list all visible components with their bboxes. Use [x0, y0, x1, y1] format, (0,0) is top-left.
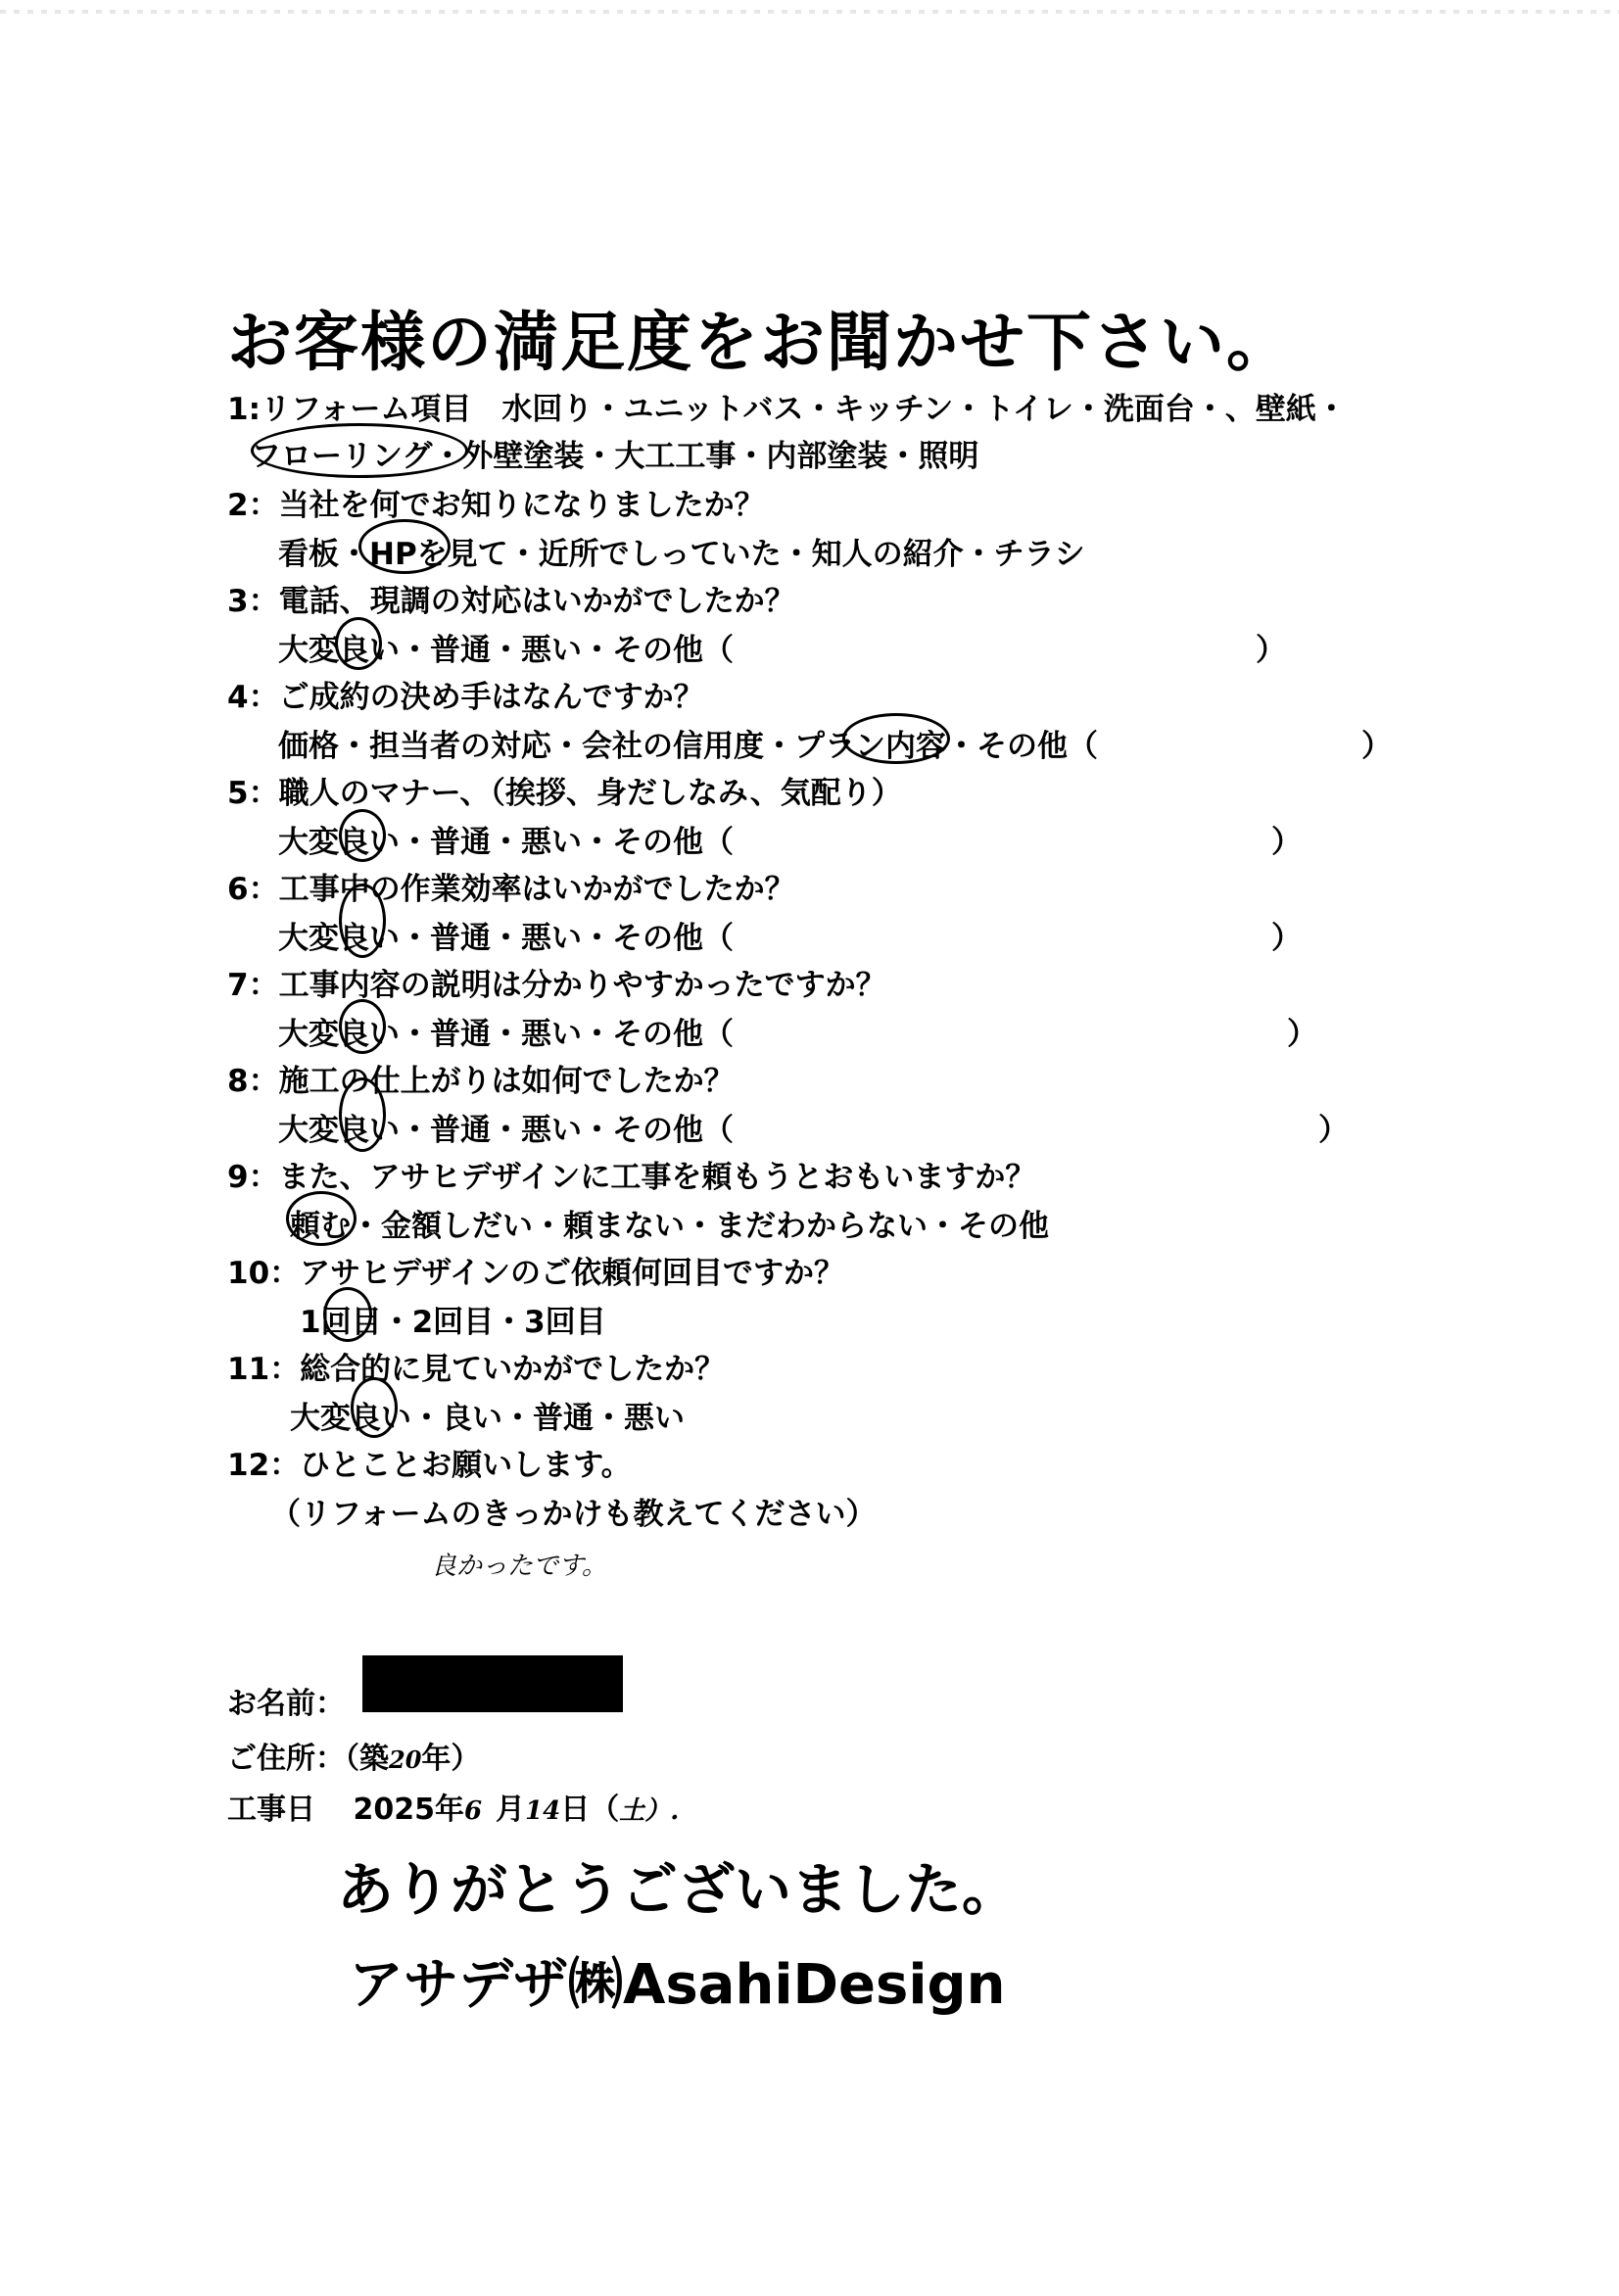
question-4: 4：ご成約の決め手はなんですか？ [227, 680, 704, 715]
answer-6: 大変良い・普通・悪い・その他（ [278, 921, 734, 956]
question-11: 11：総合的に見ていかがでしたか？ [227, 1352, 726, 1387]
question-9: 9：また、アサヒデザインに工事を頼もうとおもいますか？ [227, 1160, 1036, 1195]
question-10: 10：アサヒデザインのご依頼何回目ですか？ [227, 1256, 844, 1291]
question-12: 12：ひとことお願いします。 [227, 1448, 632, 1483]
answer-10: 1回目・2回目・3回目 [300, 1305, 606, 1340]
handwritten-comment: 良かったです。 [431, 1552, 607, 1581]
question-5: 5：職人のマナー、（挨拶、身だしなみ、気配り） [227, 776, 902, 811]
answer-4: 価格・担当者の対応・会社の信用度・プラン内容・その他（ [278, 729, 1098, 764]
question-3: 3：電話、現調の対応はいかがでしたか？ [227, 584, 795, 619]
name-label: お名前： [227, 1687, 345, 1721]
thank-you-message: ありがとうございました。 [337, 1856, 1020, 1923]
answer-1: フローリング・外壁塗装・大工工事・内部塗装・照明 [251, 439, 979, 474]
work-date-weekday-handwritten: 土 [619, 1796, 645, 1826]
scan-artifact-strip [0, 10, 1619, 14]
question-8: 8：施工の仕上がりは如何でしたか？ [227, 1064, 735, 1099]
answer-6-close-paren: ） [1271, 921, 1302, 956]
work-date-day-handwritten: 14 [525, 1796, 561, 1826]
answer-9: 頼む・金額しだい・頼まない・まだわからない・その他 [290, 1209, 1049, 1244]
answer-5: 大変良い・普通・悪い・その他（ [278, 825, 734, 860]
answer-5-close-paren: ） [1271, 825, 1302, 860]
answer-7-close-paren: ） [1287, 1017, 1317, 1052]
work-date-month-handwritten: 6 [463, 1796, 483, 1826]
answer-3-close-paren: ） [1256, 633, 1286, 668]
answer-2: 看板・HPを見て・近所でしっていた・知人の紹介・チラシ [278, 537, 1085, 572]
answer-12-instruction: （リフォームのきっかけも教えてください） [270, 1497, 877, 1532]
answer-7: 大変良い・普通・悪い・その他（ [278, 1017, 734, 1052]
work-date-close: ）. [644, 1796, 680, 1826]
address-label [227, 1734, 480, 1777]
answer-8-close-paren: ） [1318, 1113, 1349, 1148]
answer-11: 大変良い・良い・普通・悪い [290, 1401, 685, 1436]
answer-3: 大変良い・普通・悪い・その他（ [278, 633, 734, 668]
answer-8: 大変良い・普通・悪い・その他（ [278, 1113, 734, 1148]
work-date-label: 工事日 [227, 1793, 315, 1827]
answer-4-close-paren: ） [1361, 729, 1392, 764]
work-date-row [227, 1785, 679, 1828]
survey-title: お客様の満足度をお聞かせ下さい。 [227, 305, 1293, 380]
work-date-day-unit: 日（ [560, 1793, 620, 1827]
work-date-month-unit: 月 [496, 1793, 526, 1827]
question-2: 2：当社を何でお知りになりましたか？ [227, 488, 765, 523]
question-1: 1:リフォーム項目 水回り・ユニットバス・キッチン・トイレ・洗面台・、壁紙・ [227, 392, 1347, 427]
work-date-year: 2025年 [353, 1793, 464, 1827]
question-7: 7：工事内容の説明は分かりやすかったですか？ [227, 968, 886, 1003]
company-name: アサデザ㈱AsahiDesign [349, 1953, 1006, 2017]
question-6: 6：工事中の作業効率はいかがでしたか？ [227, 872, 795, 907]
address-prefix: ご住所：（築 [227, 1742, 389, 1776]
address-suffix: 年） [421, 1742, 481, 1776]
address-years-handwritten: 20 [389, 1746, 422, 1774]
redacted-name [362, 1655, 623, 1712]
